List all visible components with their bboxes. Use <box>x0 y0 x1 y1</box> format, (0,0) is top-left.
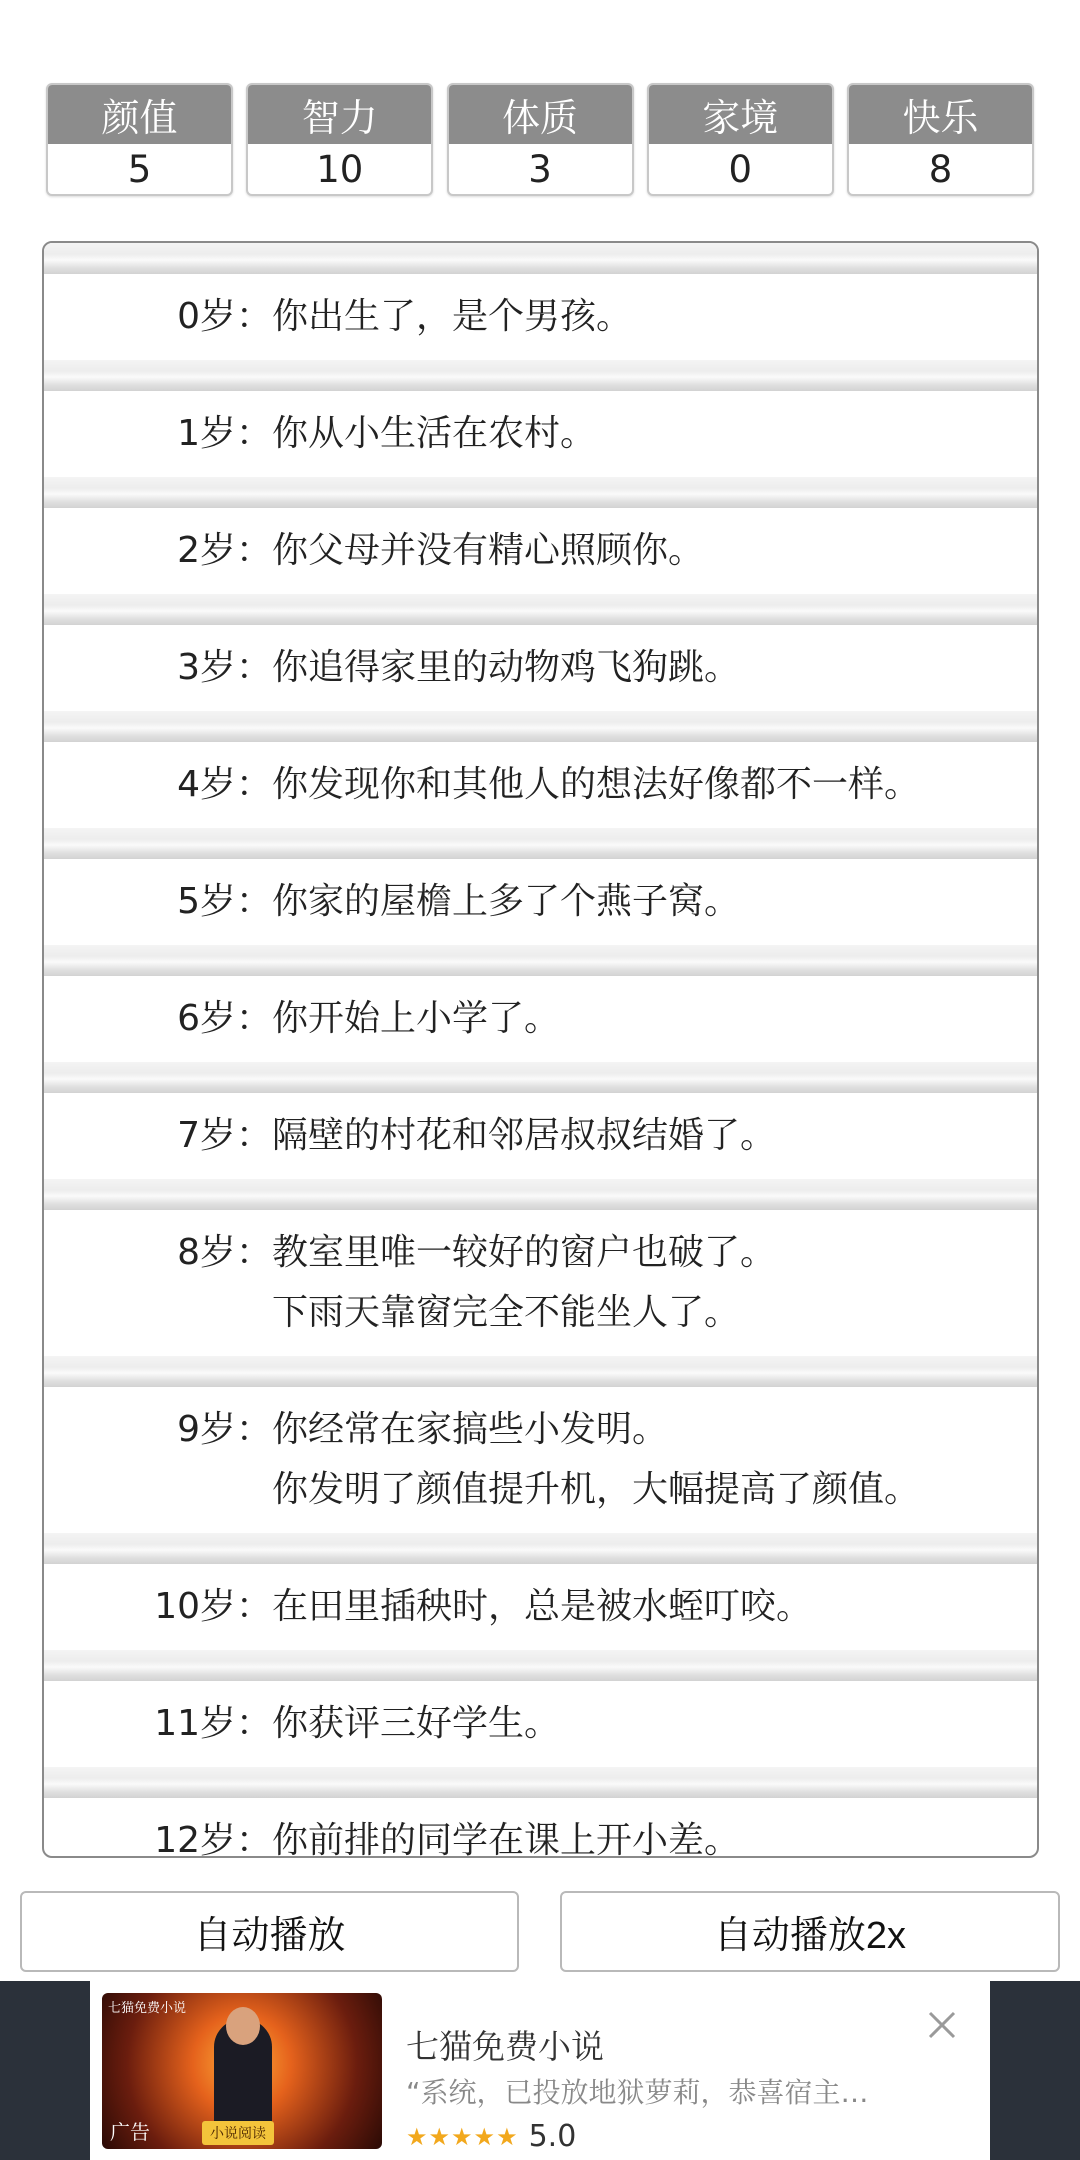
ad-rating-value: 5.0 <box>528 2119 577 2154</box>
auto-play-2x-button[interactable]: 自动播放2x <box>560 1891 1060 1972</box>
stat-value: 3 <box>528 147 552 191</box>
log-age: 5岁： <box>177 881 272 922</box>
log-text: 你出生了，是个男孩。 <box>272 296 633 337</box>
ad-card[interactable] <box>90 1981 990 2160</box>
ad-image-brand: 七猫免费小说 <box>108 2001 187 2016</box>
stat-value: 10 <box>316 147 364 191</box>
log-age: 8岁： <box>177 1232 272 1273</box>
stat-label: 颜值 <box>48 85 231 144</box>
log-text: 你从小生活在农村。 <box>272 413 597 454</box>
ad-image-tag: 小说阅读 <box>202 2121 274 2145</box>
ad-figure-head <box>226 2007 260 2045</box>
stat-label: 家境 <box>649 85 832 144</box>
log-divider <box>44 1062 1037 1093</box>
ad-description: “系统，已投放地狱萝莉，恭喜宿主… <box>406 2076 869 2109</box>
log-age: 9岁： <box>177 1409 272 1450</box>
log-age: 2岁： <box>177 530 272 571</box>
log-text: 你追得家里的动物鸡飞狗跳。 <box>272 647 741 688</box>
log-divider <box>44 945 1037 976</box>
stat-card-family <box>647 83 834 196</box>
log-divider <box>44 1356 1037 1387</box>
log-divider <box>44 1650 1037 1681</box>
log-divider <box>44 477 1037 508</box>
log-age: 10岁： <box>154 1586 272 1627</box>
log-divider <box>44 828 1037 859</box>
log-entry <box>44 1093 1037 1179</box>
star-rating-icon: ★★★★★ <box>406 2122 519 2151</box>
stat-card-intelligence <box>246 83 433 196</box>
ad-label: 广告 <box>110 2120 150 2144</box>
stats-bar <box>46 83 1034 196</box>
log-divider <box>44 1533 1037 1564</box>
log-divider <box>44 711 1037 742</box>
ad-image[interactable] <box>102 1993 382 2149</box>
log-entry <box>44 1681 1037 1767</box>
log-divider <box>44 243 1037 274</box>
log-text: 你获评三好学生。 <box>272 1703 561 1744</box>
log-age: 4岁： <box>177 764 272 805</box>
close-icon[interactable] <box>922 2005 962 2045</box>
log-entry <box>44 976 1037 1062</box>
stat-value: 5 <box>127 147 152 191</box>
log-entry <box>44 742 1037 828</box>
log-text: 你家的屋檐上多了个燕子窝。 <box>272 881 741 922</box>
log-divider <box>44 594 1037 625</box>
log-age: 1岁： <box>177 413 272 454</box>
log-age: 12岁： <box>154 1820 272 1858</box>
log-age: 6岁： <box>177 998 272 1039</box>
log-entry <box>44 1798 1037 1858</box>
log-text: 在田里插秧时，总是被水蛭叮咬。 <box>272 1586 813 1627</box>
log-entry <box>44 391 1037 477</box>
ad-title[interactable]: 七猫免费小说 <box>406 2027 604 2066</box>
log-text: 你开始上小学了。 <box>272 998 561 1039</box>
log-entry <box>44 508 1037 594</box>
log-age: 7岁： <box>177 1115 272 1156</box>
ad-rating <box>406 2119 576 2154</box>
stat-card-constitution <box>447 83 634 196</box>
log-age: 0岁： <box>177 296 272 337</box>
stat-value: 0 <box>728 147 753 191</box>
log-text: 你前排的同学在课上开小差。 <box>272 1820 741 1858</box>
log-text: 你经常在家搞些小发明。 你发明了颜值提升机，大幅提高了颜值。 <box>272 1409 921 1510</box>
log-age: 11岁： <box>154 1703 272 1744</box>
log-text: 隔壁的村花和邻居叔叔结婚了。 <box>272 1115 777 1156</box>
stat-label: 快乐 <box>849 85 1032 144</box>
log-divider <box>44 360 1037 391</box>
log-entry <box>44 1210 1037 1356</box>
log-entry <box>44 1387 1037 1533</box>
log-text: 你发现你和其他人的想法好像都不一样。 <box>272 764 921 805</box>
log-text: 你父母并没有精心照顾你。 <box>272 530 705 571</box>
life-log-list <box>44 243 1037 1858</box>
auto-play-button[interactable]: 自动播放 <box>20 1891 519 1972</box>
stat-label: 体质 <box>449 85 632 144</box>
log-text: 教室里唯一较好的窗户也破了。 下雨天靠窗完全不能坐人了。 <box>272 1232 777 1333</box>
log-entry <box>44 859 1037 945</box>
log-entry <box>44 1564 1037 1650</box>
log-age: 3岁： <box>177 647 272 688</box>
log-divider <box>44 1767 1037 1798</box>
ad-banner[interactable] <box>0 1981 1080 2160</box>
log-entry <box>44 625 1037 711</box>
life-log[interactable] <box>42 241 1039 1858</box>
log-entry <box>44 274 1037 360</box>
log-divider <box>44 1179 1037 1210</box>
stat-value: 8 <box>928 147 953 191</box>
stat-label: 智力 <box>248 85 431 144</box>
stat-card-appearance <box>46 83 233 196</box>
stat-card-happiness <box>847 83 1034 196</box>
